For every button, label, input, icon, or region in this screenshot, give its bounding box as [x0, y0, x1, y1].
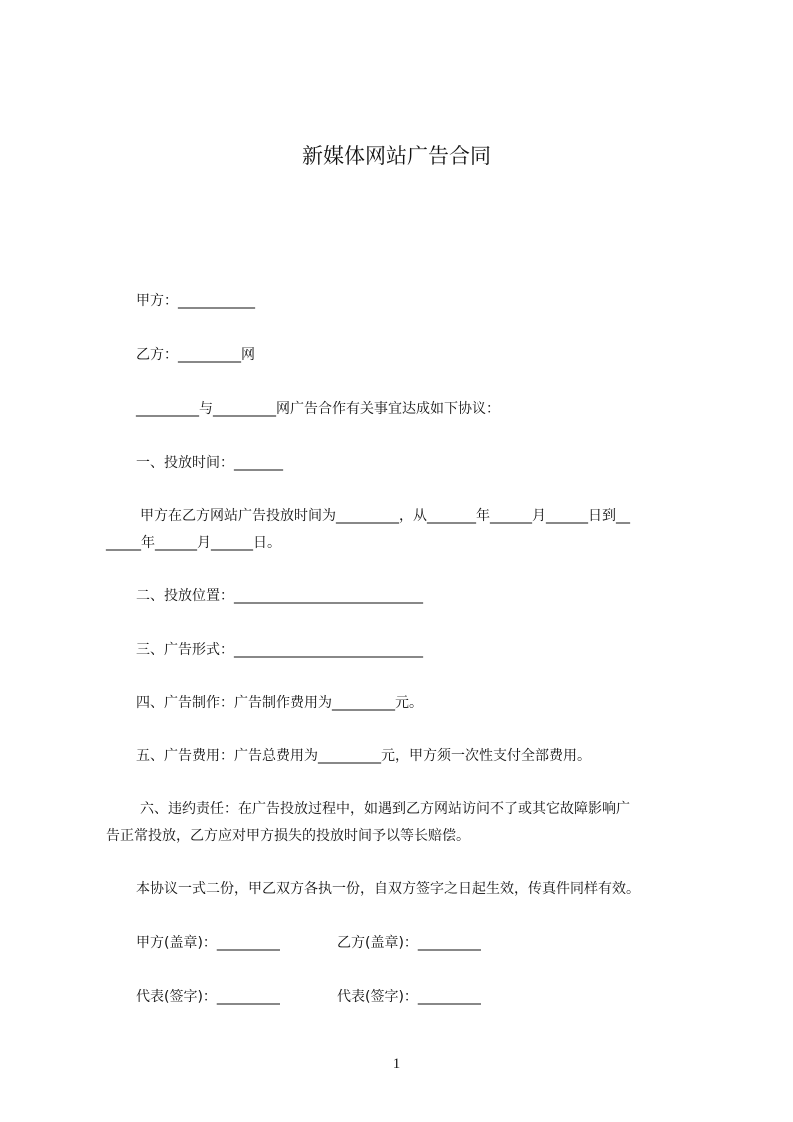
section-1-heading: 一、投放时间：_______ [136, 455, 283, 471]
section-6-line-1: 六、违约责任：在广告投放过程中，如遇到乙方网站访问不了或其它故障影响广 [140, 801, 630, 817]
party-b-seal-line: 乙方(盖章)：_________ [337, 935, 481, 951]
party-b-representative-line: 代表(签字)：_________ [337, 989, 481, 1005]
section-1-body-line-1: 甲方在乙方网站广告投放时间为_________，从_______年______月______日到__ [140, 508, 630, 524]
section-1-body-line-2: _____年______月______日。 [106, 535, 281, 551]
section-5-line: 五、广告费用：广告总费用为_________元，甲方须一次性支付全部费用。 [136, 748, 591, 764]
party-b-line: 乙方：_________网 [136, 347, 255, 363]
party-a-representative-line: 代表(签字)：_________ [136, 989, 280, 1005]
page-number: 1 [392, 1056, 401, 1072]
section-2-line: 二、投放位置：___________________________ [136, 588, 423, 604]
document-title: 新媒体网站广告合同 [302, 144, 491, 168]
section-4-line: 四、广告制作：广告制作费用为_________元。 [136, 695, 423, 711]
intro-line: _________与_________网广告合作有关事宜达成如下协议： [136, 401, 500, 417]
party-a-line: 甲方：___________ [136, 293, 255, 309]
section-3-line: 三、广告形式：___________________________ [136, 642, 423, 658]
section-6-line-2: 告正常投放，乙方应对甲方损失的投放时间予以等长赔偿。 [106, 828, 470, 844]
party-a-seal-line: 甲方(盖章)：_________ [136, 935, 280, 951]
validity-line: 本协议一式二份，甲乙双方各执一份，自双方签字之日起生效，传真件同样有效。 [136, 881, 640, 897]
